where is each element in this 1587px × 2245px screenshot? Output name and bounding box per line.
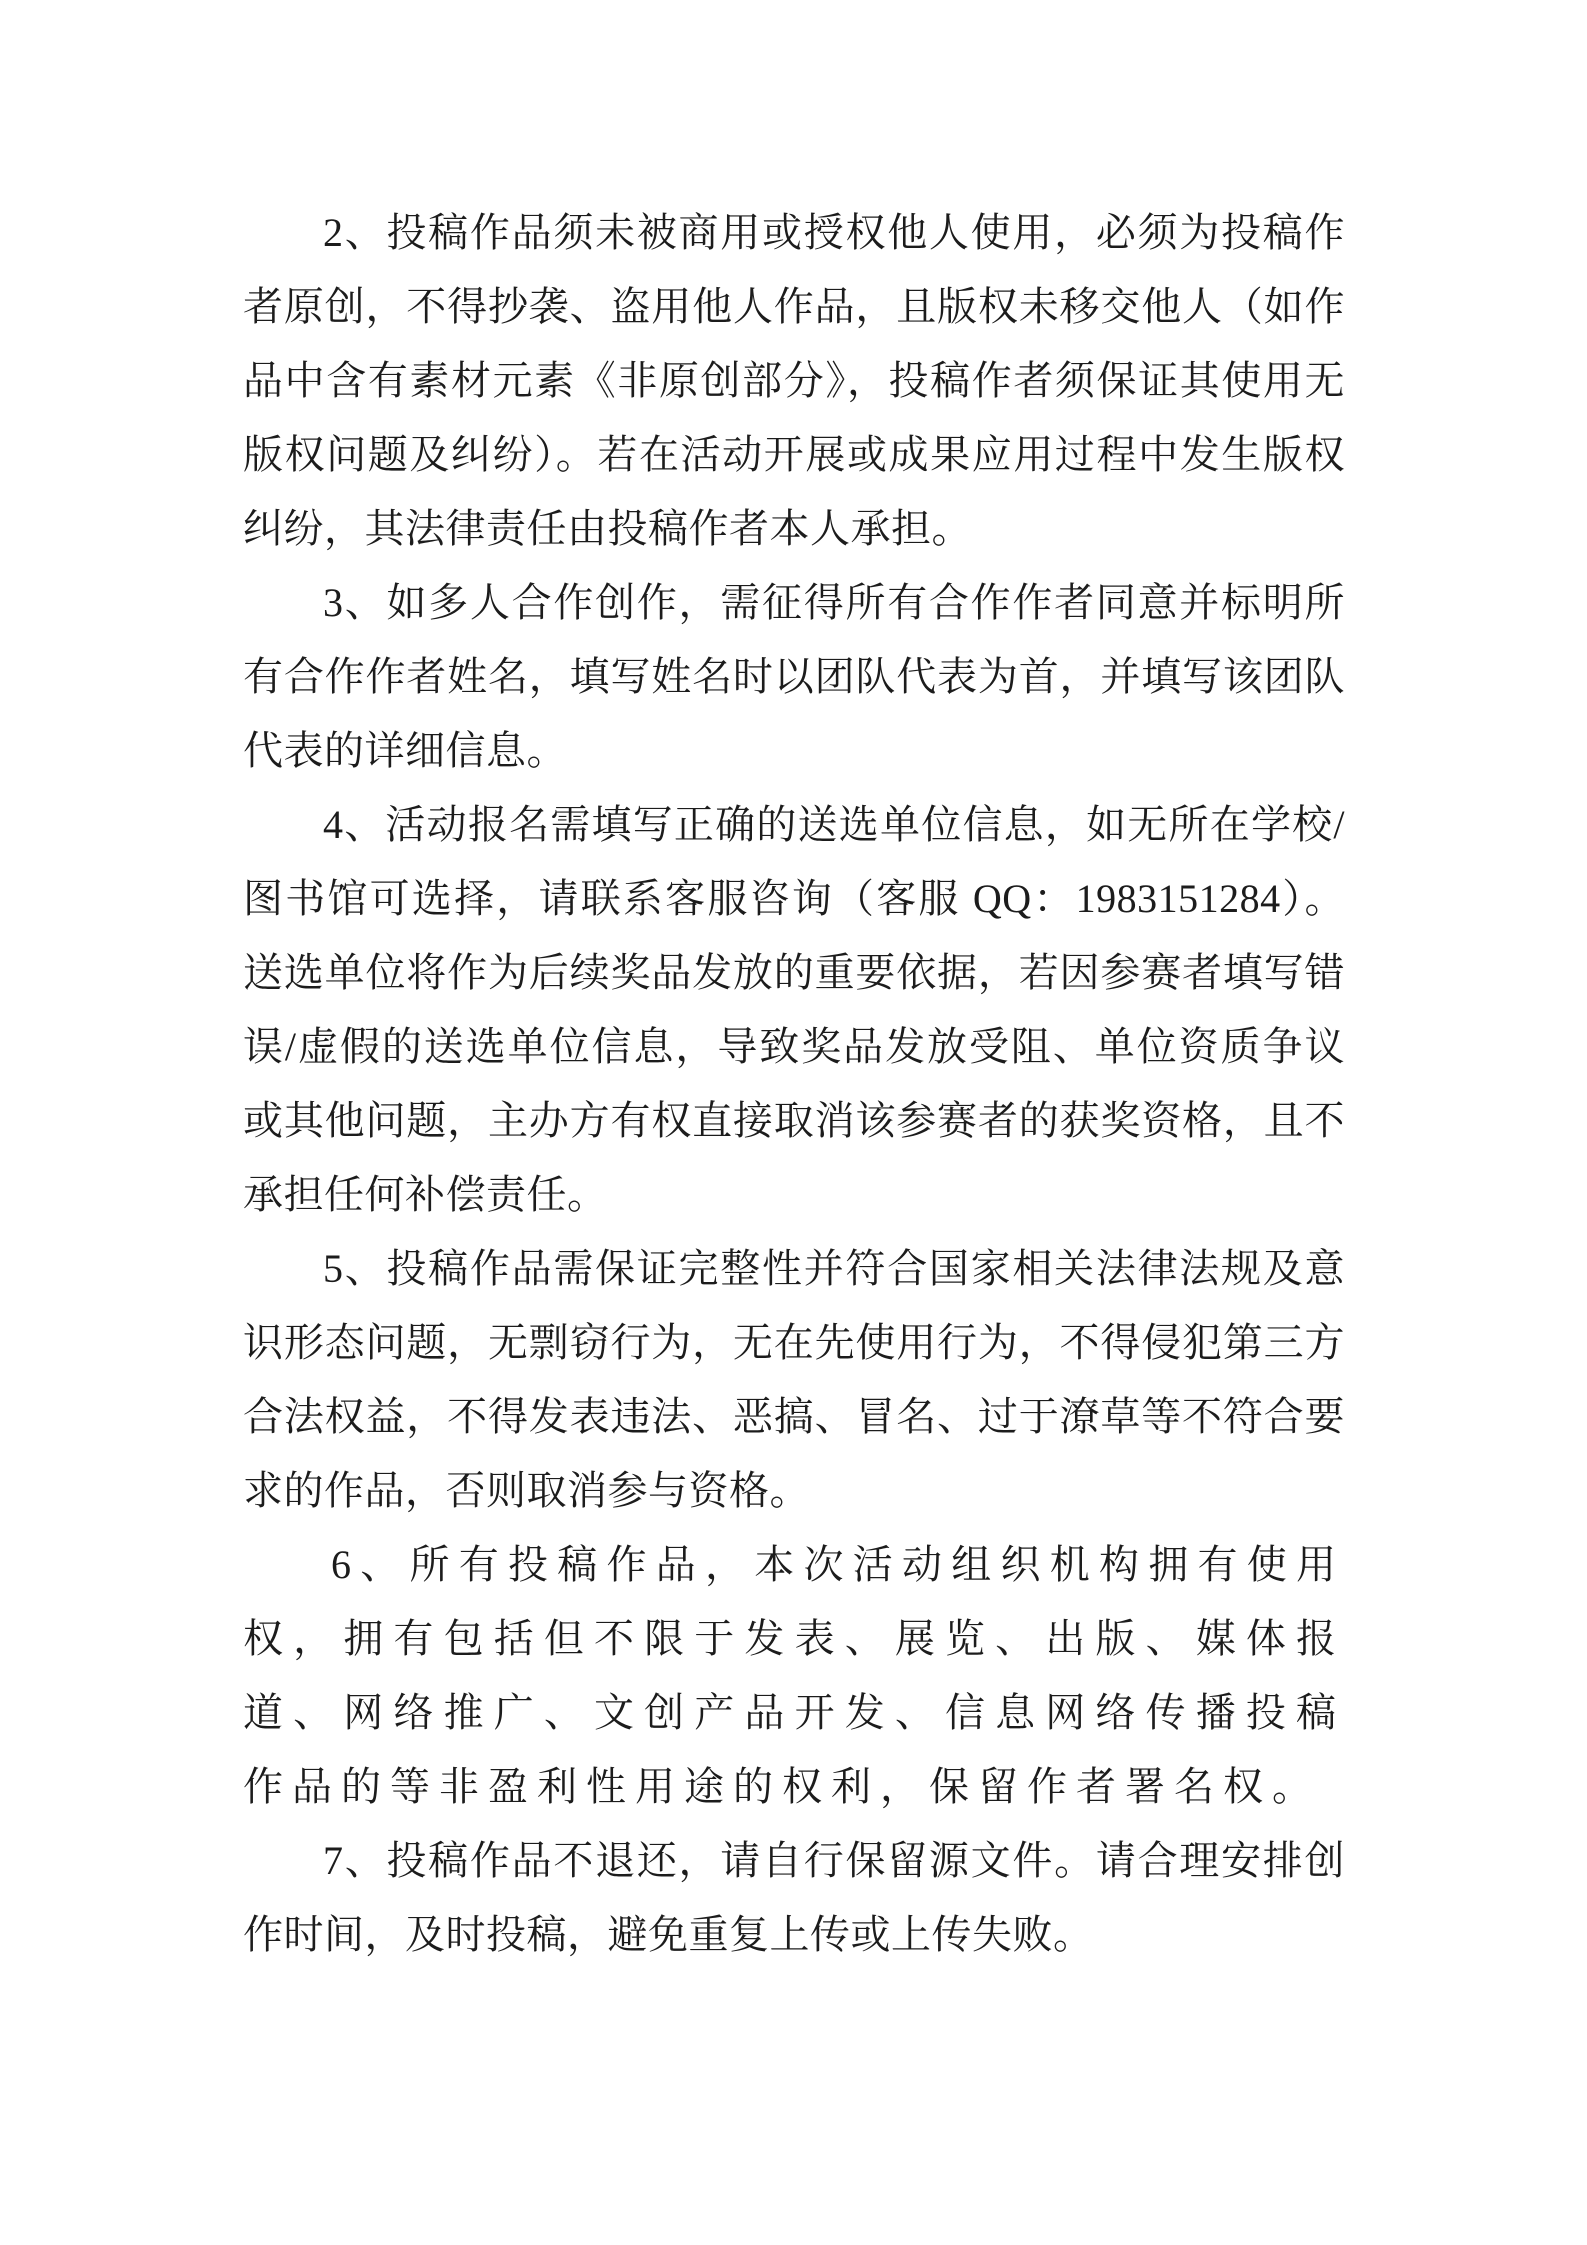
rule-paragraph-3: 3、如多人合作创作，需征得所有合作作者同意并标明所有合作作者姓名，填写姓名时以团队代表为首，并填写该团队代表的详细信息。 xyxy=(243,580,1345,773)
rule-paragraph-5: 5、投稿作品需保证完整性并符合国家相关法律法规及意识形态问题，无剽窃行为，无在先使用行为，不得侵犯第三方合法权益，不得发表违法、恶搞、冒名、过于潦草等不符合要求的作品，否则取消参与资格。 xyxy=(243,1246,1345,1513)
rule-paragraph-4: 4、活动报名需填写正确的送选单位信息，如无所在学校/图书馆可选择，请联系客服咨询（客服 QQ：1983151284）。送选单位将作为后续奖品发放的重要依据，若因参赛者填写错误/虚假的送选单位信息，导致奖品发放受阻、单位资质争议或其他问题，主办方有权直接取消该参赛者的获奖资格，且不承担任何补偿责任。 xyxy=(243,802,1345,1217)
rule-paragraph-2: 2、投稿作品须未被商用或授权他人使用，必须为投稿作者原创，不得抄袭、盗用他人作品，且版权未移交他人（如作品中含有素材元素《非原创部分》，投稿作者须保证其使用无版权问题及纠纷）。若在活动开展或成果应用过程中发生版权纠纷，其法律责任由投稿作者本人承担。 xyxy=(243,210,1345,551)
rule-paragraph-6: 6、所有投稿作品，本次活动组织机构拥有使用权，拥有包括但不限于发表、展览、出版、媒体报道、网络推广、文创产品开发、信息网络传播投稿作品的等非盈利性用途的权利，保留作者署名权。 xyxy=(243,1542,1345,1809)
rule-paragraph-7: 7、投稿作品不退还，请自行保留源文件。请合理安排创作时间，及时投稿，避免重复上传或上传失败。 xyxy=(243,1838,1345,1957)
rules-text-block xyxy=(243,196,1345,1972)
